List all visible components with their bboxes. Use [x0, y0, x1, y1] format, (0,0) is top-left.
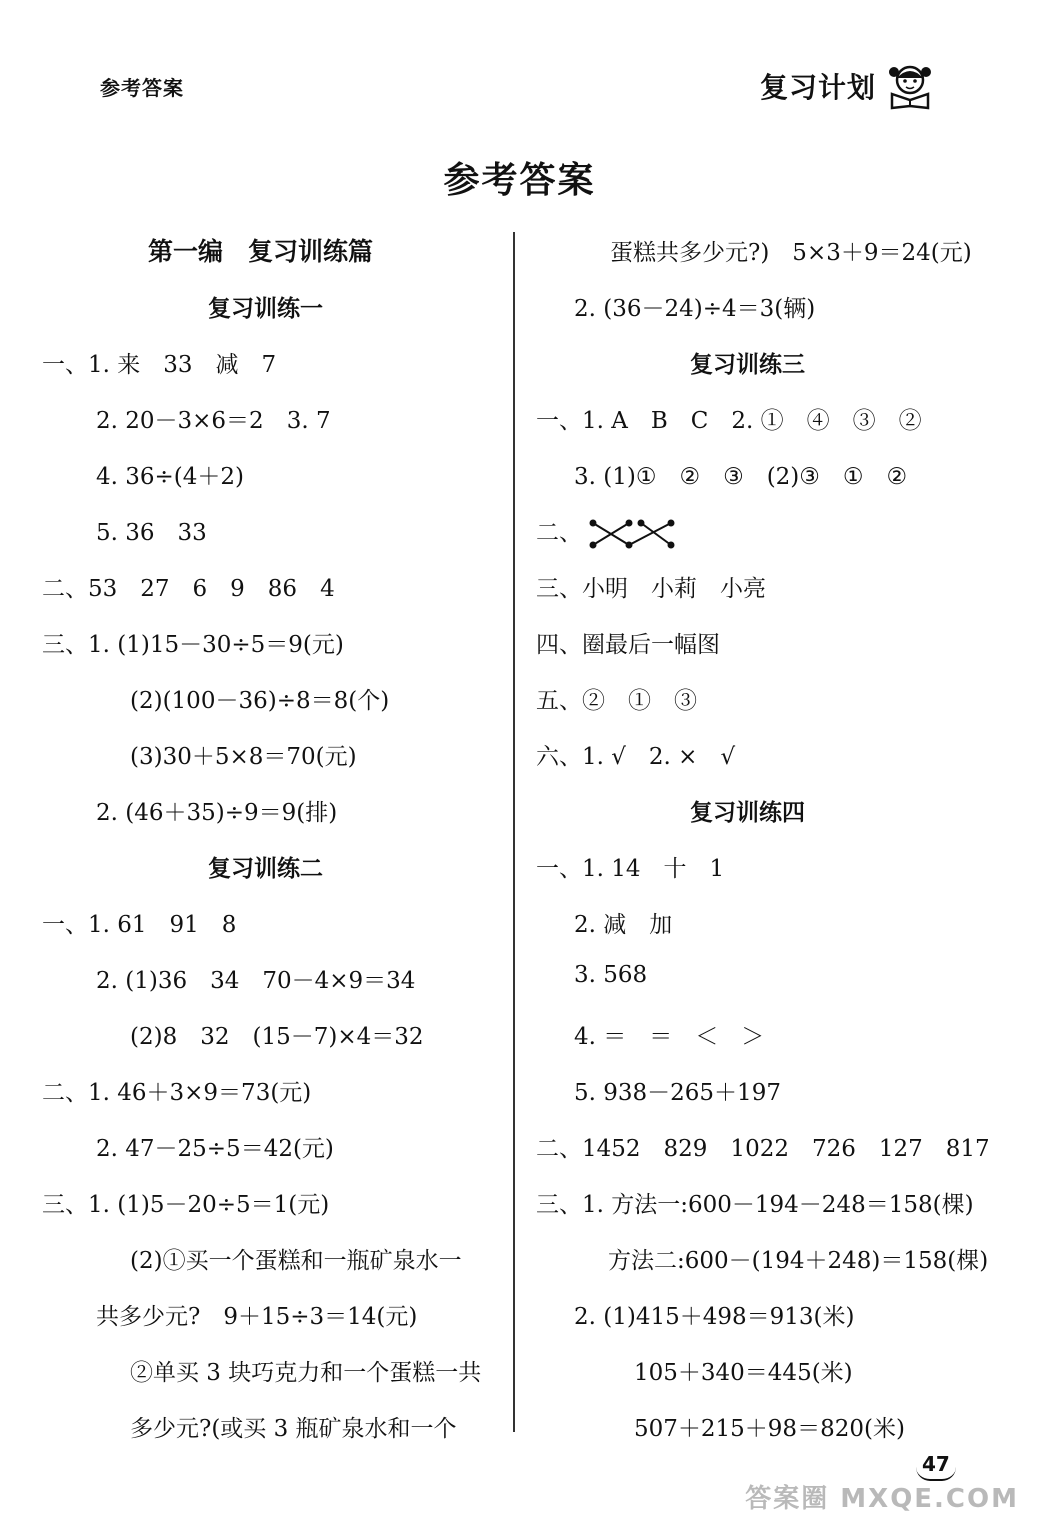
answer-line: 三、1. (1)15－30÷5＝9(元): [42, 632, 344, 658]
answer-line: 共多少元? 9＋15÷3＝14(元): [96, 1304, 418, 1330]
answer-line: 二、1452 829 1022 726 127 817: [536, 1136, 990, 1162]
answer-line: 三、1. (1)5－20÷5＝1(元): [42, 1192, 330, 1218]
answer-line: 方法二:600－(194＋248)＝158(棵): [608, 1248, 989, 1274]
answer-line: 3. 568: [574, 962, 648, 988]
answer-line: ②单买 3 块巧克力和一个蛋糕一共: [130, 1360, 482, 1386]
answer-line: 五、② ① ③: [536, 688, 697, 714]
answer-line: 2. (1)36 34 70－4×9＝34: [96, 968, 416, 994]
answer-line: 一、1. 61 91 8: [42, 912, 237, 938]
answer-line: 蛋糕共多少元?) 5×3＋9＝24(元): [610, 240, 972, 266]
brand-title: 复习计划: [760, 71, 877, 104]
answer-line: [536, 514, 679, 549]
answer-line: 2. 20－3×6＝2 3. 7: [96, 408, 331, 434]
answer-line: 2. 47－25÷5＝42(元): [96, 1136, 334, 1162]
column-divider: [513, 232, 515, 1432]
answer-line: 三、1. 方法一:600－194－248＝158(棵): [536, 1192, 974, 1218]
answer-line: (2)①买一个蛋糕和一瓶矿泉水一: [130, 1248, 462, 1274]
answer-line: 2. (36－24)÷4＝3(辆): [574, 296, 816, 322]
section-heading-3: 复习训练三: [690, 352, 805, 378]
answer-line: 105＋340＝445(米): [634, 1360, 853, 1386]
answer-line: 5. 36 33: [96, 520, 207, 546]
answer-line: 2. 减 加: [574, 912, 673, 938]
answer-prefix: 二、: [536, 520, 582, 546]
section-heading-2: 复习训练二: [208, 856, 323, 882]
answer-line: 三、小明 小莉 小亮: [536, 576, 766, 602]
answer-line: 4. ＝ ＝ ＜ ＞: [574, 1024, 765, 1050]
answer-line: (2)(100－36)÷8＝8(个): [130, 688, 390, 714]
header-brand: [760, 62, 934, 110]
answer-line: 5. 938－265＋197: [574, 1080, 781, 1106]
reading-girl-icon: [886, 62, 934, 110]
answer-line: 2. (46＋35)÷9＝9(排): [96, 800, 338, 826]
answer-line: 多少元?(或买 3 瓶矿泉水和一个: [130, 1416, 457, 1442]
matching-lines-figure: [589, 519, 679, 549]
answer-line: 507＋215＋98＝820(米): [634, 1416, 905, 1442]
answer-line: 一、1. 来 33 减 7: [42, 352, 277, 378]
watermark: 答案圈 MXQE.COM: [745, 1484, 1019, 1514]
section-heading-4: 复习训练四: [690, 800, 805, 826]
unit-heading: 第一编 复习训练篇: [148, 237, 374, 266]
header-section-label: 参考答案: [100, 76, 184, 100]
answer-line: (2)8 32 (15－7)×4＝32: [130, 1024, 424, 1050]
answer-line: 二、53 27 6 9 86 4: [42, 576, 335, 602]
answer-line: (3)30＋5×8＝70(元): [130, 744, 357, 770]
answer-line: 六、1. √ 2. × √: [536, 744, 736, 770]
answer-line: 3. (1)① ② ③ (2)③ ① ②: [574, 464, 908, 490]
answer-line: 2. (1)415＋498＝913(米): [574, 1304, 855, 1330]
answer-line: 一、1. A B C 2. ① ④ ③ ②: [536, 408, 922, 434]
answer-line: 四、圈最后一幅图: [536, 632, 720, 658]
answer-line: 4. 36÷(4＋2): [96, 464, 245, 490]
page-number: 47: [916, 1452, 956, 1481]
page-title: 参考答案: [443, 160, 596, 201]
section-heading-1: 复习训练一: [208, 296, 323, 322]
answer-line: 二、1. 46＋3×9＝73(元): [42, 1080, 312, 1106]
answer-line: 一、1. 14 十 1: [536, 856, 725, 882]
